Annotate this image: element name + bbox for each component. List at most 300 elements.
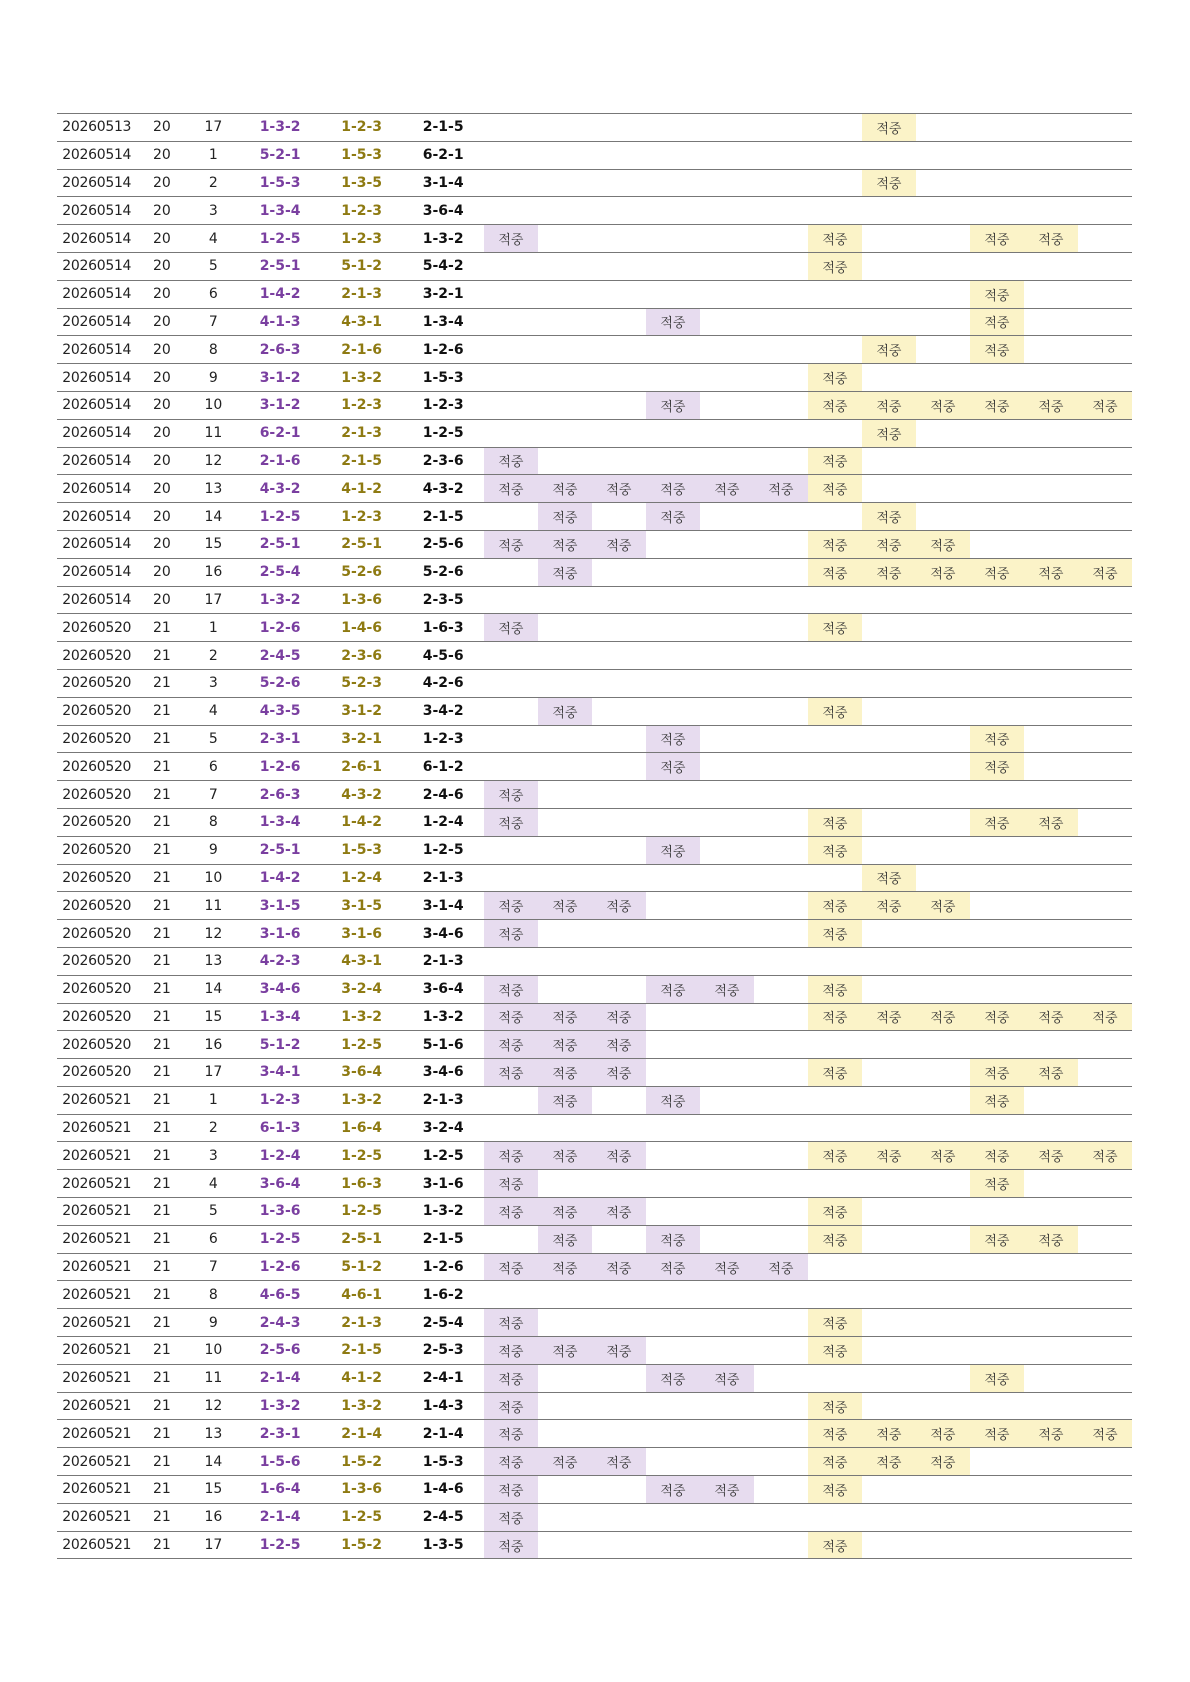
hit-a-cell-1 <box>484 558 538 586</box>
pick1-cell: 3-4-1 <box>239 1059 321 1087</box>
pick2-cell: 1-2-3 <box>321 197 403 225</box>
week-cell: 20 <box>136 169 187 197</box>
hit-b-cell-2: 적중 <box>862 1448 916 1476</box>
hit-b-cell-5: 적중 <box>1024 391 1078 419</box>
pick1-cell: 1-3-6 <box>239 1198 321 1226</box>
race-cell: 12 <box>187 1392 239 1420</box>
hit-b-cell-6: 적중 <box>1078 391 1132 419</box>
week-cell: 21 <box>136 1476 187 1504</box>
pick2-cell: 4-1-2 <box>321 1364 403 1392</box>
hit-a-cell-5 <box>700 1503 754 1531</box>
hit-b-cell-1 <box>808 1503 862 1531</box>
date-cell: 20260521 <box>57 1142 136 1170</box>
hit-a-cell-6 <box>754 697 808 725</box>
hit-b-cell-5 <box>1024 1281 1078 1309</box>
hit-b-cell-3: 적중 <box>916 1448 970 1476</box>
hit-b-cell-2: 적중 <box>862 892 916 920</box>
week-cell: 21 <box>136 1253 187 1281</box>
hit-a-cell-6 <box>754 586 808 614</box>
pick1-cell: 5-2-1 <box>239 141 321 169</box>
pick1-cell: 4-2-3 <box>239 947 321 975</box>
hit-b-cell-2: 적중 <box>862 114 916 142</box>
table-row <box>57 503 1132 531</box>
pick1-cell: 1-2-5 <box>239 225 321 253</box>
hit-b-cell-4 <box>970 836 1024 864</box>
pick2-cell: 5-1-2 <box>321 252 403 280</box>
hit-a-cell-1 <box>484 1225 538 1253</box>
hit-b-cell-3 <box>916 141 970 169</box>
hit-a-cell-1: 적중 <box>484 1448 538 1476</box>
hit-b-cell-6 <box>1078 280 1132 308</box>
pick1-cell: 2-4-5 <box>239 642 321 670</box>
hit-a-cell-4 <box>646 141 700 169</box>
hit-b-cell-6 <box>1078 364 1132 392</box>
hit-a-cell-4 <box>646 1142 700 1170</box>
hit-b-cell-4 <box>970 614 1024 642</box>
hit-b-cell-5 <box>1024 1198 1078 1226</box>
hit-b-cell-6 <box>1078 252 1132 280</box>
hit-a-cell-2: 적중 <box>538 1225 592 1253</box>
hit-a-cell-4 <box>646 864 700 892</box>
date-cell: 20260520 <box>57 920 136 948</box>
hit-b-cell-4 <box>970 586 1024 614</box>
date-cell: 20260514 <box>57 419 136 447</box>
hit-b-cell-6 <box>1078 975 1132 1003</box>
hit-a-cell-6 <box>754 252 808 280</box>
week-cell: 20 <box>136 308 187 336</box>
hit-a-cell-3: 적중 <box>592 1198 646 1226</box>
hit-a-cell-6 <box>754 336 808 364</box>
hit-a-cell-2 <box>538 114 592 142</box>
hit-b-cell-4: 적중 <box>970 1142 1024 1170</box>
hit-a-cell-6 <box>754 614 808 642</box>
pick1-cell: 1-3-4 <box>239 808 321 836</box>
race-cell: 12 <box>187 447 239 475</box>
hit-a-cell-2 <box>538 169 592 197</box>
hit-b-cell-6 <box>1078 169 1132 197</box>
hit-b-cell-5 <box>1024 725 1078 753</box>
hit-a-cell-3: 적중 <box>592 1059 646 1087</box>
table-row <box>57 1114 1132 1142</box>
table-row <box>57 1531 1132 1559</box>
hit-b-cell-5 <box>1024 1114 1078 1142</box>
hit-a-cell-4: 적중 <box>646 503 700 531</box>
hit-a-cell-1: 적중 <box>484 1420 538 1448</box>
pick2-cell: 1-2-5 <box>321 1031 403 1059</box>
hit-a-cell-2 <box>538 419 592 447</box>
table-row <box>57 475 1132 503</box>
week-cell: 21 <box>136 1225 187 1253</box>
hit-a-cell-6 <box>754 1503 808 1531</box>
hit-a-cell-2: 적중 <box>538 1003 592 1031</box>
hit-a-cell-6 <box>754 225 808 253</box>
table-row <box>57 169 1132 197</box>
result-cell: 2-1-4 <box>402 1420 484 1448</box>
hit-a-cell-5 <box>700 1059 754 1087</box>
hit-b-cell-2 <box>862 1253 916 1281</box>
hit-a-cell-1 <box>484 864 538 892</box>
pick1-cell: 3-1-6 <box>239 920 321 948</box>
pick1-cell: 1-5-6 <box>239 1448 321 1476</box>
race-cell: 3 <box>187 669 239 697</box>
hit-b-cell-1: 적중 <box>808 1142 862 1170</box>
hit-b-cell-1: 적중 <box>808 1392 862 1420</box>
hit-b-cell-3 <box>916 1198 970 1226</box>
pick1-cell: 3-1-2 <box>239 364 321 392</box>
hit-a-cell-5 <box>700 1309 754 1337</box>
hit-a-cell-4 <box>646 1309 700 1337</box>
hit-a-cell-2 <box>538 364 592 392</box>
result-cell: 1-2-5 <box>402 836 484 864</box>
hit-a-cell-4 <box>646 669 700 697</box>
hit-a-cell-5 <box>700 308 754 336</box>
hit-a-cell-3 <box>592 1225 646 1253</box>
hit-a-cell-4: 적중 <box>646 308 700 336</box>
hit-a-cell-4 <box>646 1392 700 1420</box>
hit-b-cell-5 <box>1024 781 1078 809</box>
date-cell: 20260514 <box>57 391 136 419</box>
pick2-cell: 1-6-3 <box>321 1170 403 1198</box>
hit-a-cell-6 <box>754 1420 808 1448</box>
week-cell: 20 <box>136 252 187 280</box>
hit-b-cell-3: 적중 <box>916 391 970 419</box>
pick1-cell: 3-1-2 <box>239 391 321 419</box>
hit-a-cell-5 <box>700 864 754 892</box>
hit-b-cell-5 <box>1024 1448 1078 1476</box>
hit-b-cell-4: 적중 <box>970 558 1024 586</box>
hit-b-cell-2: 적중 <box>862 1420 916 1448</box>
week-cell: 21 <box>136 753 187 781</box>
pick2-cell: 2-1-4 <box>321 1420 403 1448</box>
hit-b-cell-2 <box>862 475 916 503</box>
hit-a-cell-6 <box>754 419 808 447</box>
hit-b-cell-3 <box>916 753 970 781</box>
week-cell: 21 <box>136 836 187 864</box>
pick1-cell: 5-2-6 <box>239 669 321 697</box>
hit-a-cell-5: 적중 <box>700 1476 754 1504</box>
pick2-cell: 3-2-4 <box>321 975 403 1003</box>
hit-a-cell-2 <box>538 642 592 670</box>
pick1-cell: 1-2-6 <box>239 1253 321 1281</box>
hit-b-cell-1: 적중 <box>808 1003 862 1031</box>
hit-a-cell-6 <box>754 1448 808 1476</box>
hit-a-cell-1: 적중 <box>484 1476 538 1504</box>
date-cell: 20260521 <box>57 1337 136 1365</box>
hit-b-cell-4 <box>970 947 1024 975</box>
race-cell: 9 <box>187 1309 239 1337</box>
date-cell: 20260520 <box>57 642 136 670</box>
hit-a-cell-1: 적중 <box>484 920 538 948</box>
pick2-cell: 5-2-3 <box>321 669 403 697</box>
hit-b-cell-5 <box>1024 1503 1078 1531</box>
result-cell: 1-4-3 <box>402 1392 484 1420</box>
date-cell: 20260520 <box>57 892 136 920</box>
hit-a-cell-2: 적중 <box>538 892 592 920</box>
hit-a-cell-6 <box>754 447 808 475</box>
hit-a-cell-5 <box>700 1142 754 1170</box>
result-cell: 3-1-6 <box>402 1170 484 1198</box>
hit-b-cell-2 <box>862 1503 916 1531</box>
hit-b-cell-5 <box>1024 1392 1078 1420</box>
hit-a-cell-3 <box>592 1114 646 1142</box>
hit-a-cell-6 <box>754 1281 808 1309</box>
hit-a-cell-4 <box>646 697 700 725</box>
hit-b-cell-1: 적중 <box>808 530 862 558</box>
hit-b-cell-1 <box>808 141 862 169</box>
hit-a-cell-2 <box>538 280 592 308</box>
hit-b-cell-6 <box>1078 1476 1132 1504</box>
hit-a-cell-3 <box>592 753 646 781</box>
pick1-cell: 1-2-3 <box>239 1086 321 1114</box>
hit-b-cell-4: 적중 <box>970 280 1024 308</box>
table-row <box>57 725 1132 753</box>
hit-b-cell-6 <box>1078 503 1132 531</box>
pick1-cell: 2-3-1 <box>239 1420 321 1448</box>
hit-b-cell-6 <box>1078 1253 1132 1281</box>
hit-a-cell-1 <box>484 169 538 197</box>
date-cell: 20260521 <box>57 1531 136 1559</box>
hit-b-cell-5: 적중 <box>1024 225 1078 253</box>
hit-b-cell-5 <box>1024 1170 1078 1198</box>
week-cell: 21 <box>136 864 187 892</box>
date-cell: 20260514 <box>57 225 136 253</box>
hit-b-cell-3 <box>916 336 970 364</box>
hit-b-cell-2 <box>862 308 916 336</box>
hit-b-cell-6 <box>1078 669 1132 697</box>
result-cell: 1-2-5 <box>402 1142 484 1170</box>
hit-b-cell-5: 적중 <box>1024 1225 1078 1253</box>
hit-a-cell-5 <box>700 447 754 475</box>
hit-b-cell-2 <box>862 1337 916 1365</box>
hit-b-cell-1 <box>808 280 862 308</box>
hit-a-cell-6 <box>754 1086 808 1114</box>
pick2-cell: 1-5-3 <box>321 141 403 169</box>
hit-a-cell-2 <box>538 586 592 614</box>
hit-a-cell-5 <box>700 1281 754 1309</box>
week-cell: 20 <box>136 419 187 447</box>
race-cell: 1 <box>187 141 239 169</box>
hit-b-cell-2 <box>862 280 916 308</box>
pick1-cell: 2-1-4 <box>239 1503 321 1531</box>
table-row <box>57 308 1132 336</box>
hit-a-cell-2: 적중 <box>538 1253 592 1281</box>
hit-a-cell-1: 적중 <box>484 225 538 253</box>
hit-b-cell-3 <box>916 1086 970 1114</box>
hit-a-cell-6 <box>754 1364 808 1392</box>
hit-b-cell-2 <box>862 586 916 614</box>
hit-b-cell-1 <box>808 864 862 892</box>
date-cell: 20260514 <box>57 586 136 614</box>
hit-a-cell-5 <box>700 1225 754 1253</box>
week-cell: 20 <box>136 530 187 558</box>
hit-b-cell-6 <box>1078 1309 1132 1337</box>
table-row <box>57 1420 1132 1448</box>
hit-a-cell-2 <box>538 336 592 364</box>
hit-b-cell-1: 적중 <box>808 1476 862 1504</box>
hit-a-cell-1 <box>484 503 538 531</box>
pick2-cell: 3-1-2 <box>321 697 403 725</box>
week-cell: 21 <box>136 1281 187 1309</box>
race-cell: 17 <box>187 1059 239 1087</box>
hit-b-cell-5 <box>1024 364 1078 392</box>
hit-a-cell-5 <box>700 1392 754 1420</box>
date-cell: 20260520 <box>57 1031 136 1059</box>
hit-a-cell-4 <box>646 1059 700 1087</box>
week-cell: 20 <box>136 364 187 392</box>
hit-a-cell-1: 적중 <box>484 475 538 503</box>
hit-a-cell-4: 적중 <box>646 1225 700 1253</box>
hit-a-cell-3 <box>592 947 646 975</box>
week-cell: 20 <box>136 225 187 253</box>
result-cell: 3-6-4 <box>402 197 484 225</box>
hit-a-cell-6 <box>754 1170 808 1198</box>
result-cell: 3-4-2 <box>402 697 484 725</box>
hit-b-cell-1 <box>808 1031 862 1059</box>
hit-a-cell-2 <box>538 808 592 836</box>
hit-b-cell-5 <box>1024 1337 1078 1365</box>
hit-b-cell-5 <box>1024 252 1078 280</box>
hit-a-cell-4 <box>646 1003 700 1031</box>
race-cell: 12 <box>187 920 239 948</box>
pick2-cell: 5-1-2 <box>321 1253 403 1281</box>
race-cell: 8 <box>187 1281 239 1309</box>
hit-b-cell-4: 적중 <box>970 1364 1024 1392</box>
hit-b-cell-6 <box>1078 892 1132 920</box>
pick2-cell: 1-2-5 <box>321 1142 403 1170</box>
hit-a-cell-3 <box>592 614 646 642</box>
hit-b-cell-4 <box>970 447 1024 475</box>
hit-a-cell-5 <box>700 530 754 558</box>
table-row <box>57 558 1132 586</box>
hit-a-cell-2 <box>538 781 592 809</box>
table-row <box>57 1476 1132 1504</box>
pick2-cell: 1-3-6 <box>321 586 403 614</box>
hit-b-cell-4 <box>970 864 1024 892</box>
hit-a-cell-3 <box>592 114 646 142</box>
hit-b-cell-6 <box>1078 308 1132 336</box>
hit-a-cell-1 <box>484 391 538 419</box>
pick2-cell: 4-1-2 <box>321 475 403 503</box>
hit-b-cell-1 <box>808 781 862 809</box>
hit-b-cell-4 <box>970 169 1024 197</box>
hit-b-cell-3 <box>916 614 970 642</box>
pick2-cell: 2-3-6 <box>321 642 403 670</box>
hit-a-cell-2 <box>538 1281 592 1309</box>
hit-a-cell-4 <box>646 558 700 586</box>
hit-b-cell-2 <box>862 1170 916 1198</box>
hit-a-cell-6 <box>754 947 808 975</box>
hit-b-cell-5 <box>1024 280 1078 308</box>
hit-b-cell-2 <box>862 781 916 809</box>
hit-a-cell-6 <box>754 530 808 558</box>
hit-b-cell-2 <box>862 1198 916 1226</box>
hit-b-cell-5 <box>1024 864 1078 892</box>
hit-a-cell-2 <box>538 975 592 1003</box>
hit-a-cell-4 <box>646 642 700 670</box>
hit-b-cell-1 <box>808 947 862 975</box>
hit-a-cell-3 <box>592 197 646 225</box>
hit-b-cell-1: 적중 <box>808 1225 862 1253</box>
result-cell: 2-4-5 <box>402 1503 484 1531</box>
hit-a-cell-5 <box>700 808 754 836</box>
hit-b-cell-3 <box>916 114 970 142</box>
pick2-cell: 1-5-3 <box>321 836 403 864</box>
pick2-cell: 2-1-5 <box>321 1337 403 1365</box>
hit-a-cell-6 <box>754 197 808 225</box>
hit-b-cell-2 <box>862 1531 916 1559</box>
hit-a-cell-1: 적중 <box>484 975 538 1003</box>
pick1-cell: 1-3-4 <box>239 197 321 225</box>
hit-b-cell-4 <box>970 419 1024 447</box>
hit-b-cell-5 <box>1024 920 1078 948</box>
hit-a-cell-1 <box>484 197 538 225</box>
hit-a-cell-1: 적중 <box>484 1364 538 1392</box>
hit-a-cell-2 <box>538 753 592 781</box>
hit-a-cell-2 <box>538 725 592 753</box>
hit-a-cell-4: 적중 <box>646 836 700 864</box>
date-cell: 20260514 <box>57 503 136 531</box>
hit-b-cell-2 <box>862 225 916 253</box>
hit-a-cell-1: 적중 <box>484 1059 538 1087</box>
table-row <box>57 419 1132 447</box>
hit-a-cell-1 <box>484 697 538 725</box>
hit-a-cell-4 <box>646 197 700 225</box>
race-cell: 10 <box>187 1337 239 1365</box>
hit-b-cell-6 <box>1078 114 1132 142</box>
date-cell: 20260520 <box>57 753 136 781</box>
hit-b-cell-2 <box>862 669 916 697</box>
hit-a-cell-3: 적중 <box>592 1031 646 1059</box>
pick2-cell: 1-2-3 <box>321 225 403 253</box>
week-cell: 20 <box>136 475 187 503</box>
date-cell: 20260520 <box>57 808 136 836</box>
hit-a-cell-4 <box>646 1031 700 1059</box>
hit-a-cell-6 <box>754 669 808 697</box>
hit-b-cell-6 <box>1078 1114 1132 1142</box>
race-cell: 14 <box>187 975 239 1003</box>
pick2-cell: 1-2-3 <box>321 114 403 142</box>
pick1-cell: 1-5-3 <box>239 169 321 197</box>
hit-b-cell-1 <box>808 642 862 670</box>
hit-a-cell-5 <box>700 1031 754 1059</box>
hit-b-cell-3 <box>916 475 970 503</box>
pick2-cell: 2-1-3 <box>321 419 403 447</box>
hit-b-cell-1 <box>808 725 862 753</box>
week-cell: 20 <box>136 586 187 614</box>
hit-b-cell-4 <box>970 252 1024 280</box>
hit-b-cell-5: 적중 <box>1024 1059 1078 1087</box>
hit-a-cell-2: 적중 <box>538 1448 592 1476</box>
date-cell: 20260514 <box>57 364 136 392</box>
hit-b-cell-2: 적중 <box>862 558 916 586</box>
hit-a-cell-3 <box>592 975 646 1003</box>
hit-b-cell-1 <box>808 197 862 225</box>
hit-a-cell-4 <box>646 614 700 642</box>
hit-b-cell-3: 적중 <box>916 1003 970 1031</box>
table-row <box>57 1198 1132 1226</box>
race-cell: 15 <box>187 1476 239 1504</box>
hit-b-cell-3: 적중 <box>916 892 970 920</box>
hit-a-cell-3 <box>592 642 646 670</box>
hit-b-cell-3 <box>916 1337 970 1365</box>
race-cell: 7 <box>187 1253 239 1281</box>
result-cell: 1-2-6 <box>402 1253 484 1281</box>
hit-b-cell-1 <box>808 1114 862 1142</box>
hit-a-cell-5 <box>700 586 754 614</box>
hit-b-cell-3: 적중 <box>916 530 970 558</box>
hit-a-cell-2 <box>538 252 592 280</box>
week-cell: 21 <box>136 1142 187 1170</box>
